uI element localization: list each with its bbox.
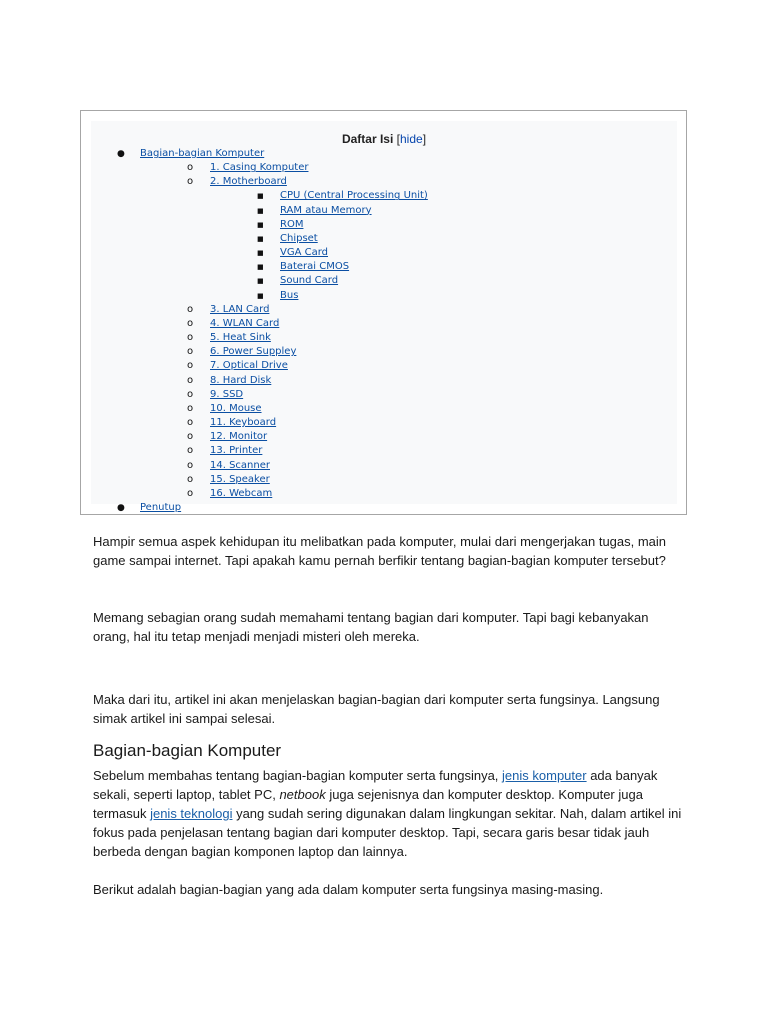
toc-bullet: o — [187, 162, 194, 174]
toc-bullet: ■ — [257, 249, 264, 258]
toc-link[interactable]: 5. Heat Sink — [210, 332, 271, 344]
toc-link[interactable]: 10. Mouse — [210, 402, 262, 414]
toc-bullet: o — [187, 445, 194, 457]
toc-bullet: ● — [117, 503, 125, 513]
toc-link[interactable]: CPU (Central Processing Unit) — [280, 190, 428, 202]
toc-link[interactable]: 12. Monitor — [210, 431, 268, 443]
toc-link[interactable]: 13. Printer — [210, 445, 263, 457]
link-jenis-komputer[interactable]: jenis komputer — [502, 768, 587, 783]
toc-link[interactable]: 11. Keyboard — [210, 417, 277, 429]
toc-link[interactable]: 1. Casing Komputer — [210, 162, 309, 174]
toc-bullet: ■ — [257, 291, 264, 300]
paragraph-4-text-b: ada banyak sekali, seperti laptop, tablet PC, — [93, 768, 658, 802]
toc-bullet: o — [187, 303, 194, 315]
toc-link[interactable]: Bagian-bagian Komputer — [140, 148, 265, 159]
toc-link[interactable]: RAM atau Memory — [280, 204, 372, 216]
toc-bullet: o — [187, 176, 194, 188]
toc-link[interactable]: Sound Card — [280, 275, 339, 287]
table-of-contents — [80, 110, 687, 515]
paragraph-4-text-d: yang sudah sering digunakan dalam lingkungan sekitar. Nah, dalam artikel ini fokus pada penjelasan tentang bagian dari komputer desktop. Tapi, secara garis besar tidak jauh berbeda dengan bagian komponen laptop dan lainnya. — [93, 806, 682, 859]
paragraph-4-text-a: Sebelum membahas tentang bagian-bagian komputer serta fungsinya, — [93, 768, 503, 783]
paragraph-4 — [93, 766, 683, 861]
toc-link[interactable]: Penutup — [140, 502, 182, 513]
toc-panel — [91, 121, 677, 513]
toc-bullet: o — [187, 360, 194, 372]
toc-bullet: ■ — [257, 263, 264, 272]
toc-link[interactable]: 4. WLAN Card — [210, 317, 280, 329]
toc-bullet: ■ — [257, 192, 264, 201]
toc-bullet: o — [187, 388, 194, 400]
toc-link[interactable]: ROM — [280, 218, 304, 230]
toc-link[interactable]: 16. Webcam — [210, 487, 273, 499]
toc-link[interactable]: 14. Scanner — [210, 459, 270, 471]
toc-link[interactable]: 8. Hard Disk — [210, 374, 272, 386]
toc-bullet: ■ — [257, 206, 264, 215]
toc-bullet: ■ — [257, 220, 264, 229]
toc-bullet: o — [187, 459, 194, 471]
toc-bullet: o — [187, 417, 194, 429]
toc-bullet: ■ — [257, 234, 264, 243]
toc-link[interactable]: Baterai CMOS — [280, 261, 350, 273]
toc-link[interactable]: 3. LAN Card — [210, 303, 270, 315]
netbook-emphasis: netbook — [279, 787, 326, 802]
paragraph-3: Maka dari itu, artikel ini akan menjelaskan bagian-bagian dari komputer serta fungsinya. Langsung simak artikel ini sampai selesai. — [93, 692, 660, 726]
toc-link[interactable]: 6. Power Suppley — [210, 346, 297, 358]
paragraph-4-text-c: juga sejenisnya dan komputer desktop. Komputer juga termasuk — [93, 787, 643, 821]
toc-bullet: ■ — [257, 277, 264, 286]
toc-bullet: o — [187, 473, 194, 485]
toc-bullet: ● — [117, 149, 125, 159]
toc-link[interactable]: Chipset — [280, 232, 318, 244]
toc-bullet: o — [187, 374, 194, 386]
toc-bracket-close: ] — [422, 132, 427, 146]
section-heading: Bagian-bagian Komputer — [93, 741, 282, 760]
toc-bullet: o — [187, 346, 194, 358]
link-jenis-teknologi[interactable]: jenis teknologi — [150, 806, 233, 821]
toc-hide-link[interactable]: hide — [400, 132, 423, 146]
toc-link[interactable]: 9. SSD — [210, 388, 244, 400]
toc-bullet: o — [187, 317, 194, 329]
intro-paragraph: Hampir semua aspek kehidupan itu melibatkan pada komputer, mulai dari mengerjakan tugas, main game sampai internet. Tapi apakah kamu pernah berfikir tentang bagian-bagian komputer tersebut? — [93, 534, 667, 568]
toc-link[interactable]: Bus — [280, 289, 299, 301]
paragraph-2: Memang sebagian orang sudah memahami tentang bagian dari komputer. Tapi bagi kebanyakan orang, hal itu tetap menjadi menjadi misteri oleh mereka. — [93, 610, 649, 644]
toc-link[interactable]: VGA Card — [280, 247, 329, 259]
toc-link[interactable]: 15. Speaker — [210, 473, 270, 485]
toc-link[interactable]: 7. Optical Drive — [210, 360, 288, 372]
toc-bracket-open: [ — [396, 132, 400, 146]
toc-title-row — [91, 132, 677, 146]
toc-title: Daftar Isi — [341, 132, 394, 146]
toc-bullet: o — [187, 332, 194, 344]
paragraph-5: Berikut adalah bagian-bagian yang ada dalam komputer serta fungsinya masing-masing. — [93, 882, 604, 897]
toc-bullet: o — [187, 402, 194, 414]
toc-bullet: o — [187, 431, 194, 443]
toc-bullet: o — [187, 487, 194, 499]
toc-link[interactable]: 2. Motherboard — [210, 176, 287, 188]
